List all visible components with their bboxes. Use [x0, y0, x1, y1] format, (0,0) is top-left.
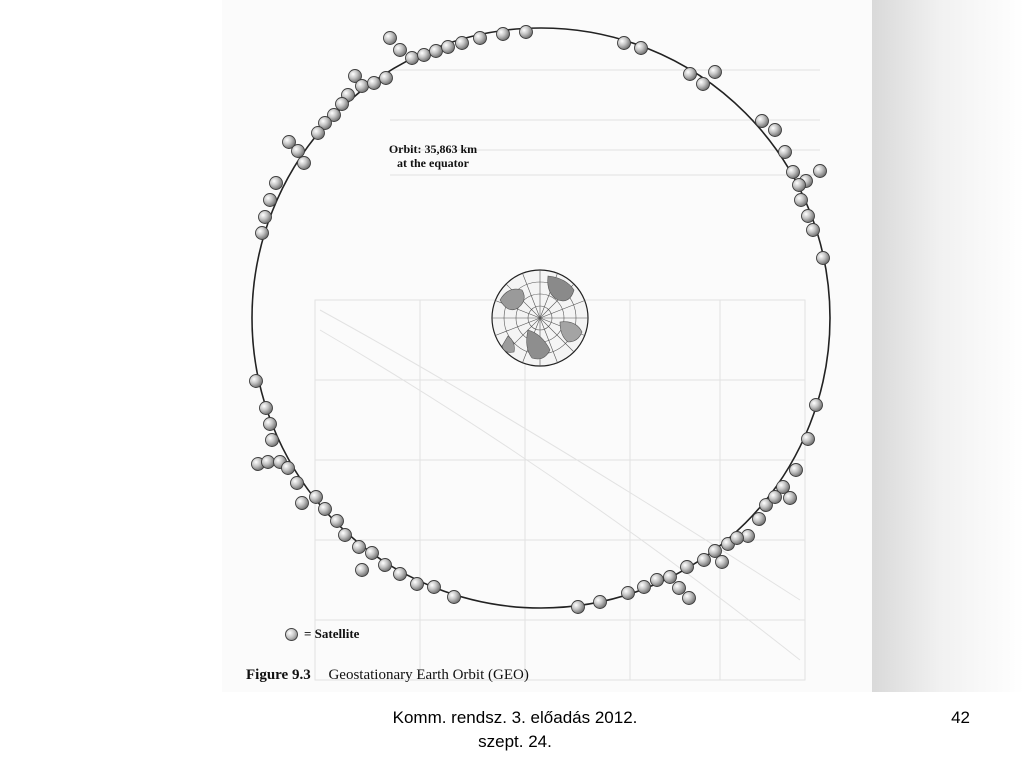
- satellite-ball-icon: [622, 587, 635, 600]
- figure-title: Geostationary Earth Orbit (GEO): [328, 667, 529, 683]
- satellite-ball-icon: [638, 581, 651, 594]
- satellite-ball-icon: [779, 146, 792, 159]
- orbit-label: [378, 142, 488, 170]
- satellite-ball-icon: [264, 418, 277, 431]
- slide-footer: [340, 706, 690, 754]
- satellite-ball-icon: [448, 591, 461, 604]
- satellite-ball-icon: [474, 32, 487, 45]
- satellite-ball-icon: [753, 513, 766, 526]
- satellite-ball-icon: [331, 515, 344, 528]
- satellite-ball-icon: [266, 434, 279, 447]
- legend-label: = Satellite: [304, 626, 360, 641]
- satellite-ball-icon: [520, 26, 533, 39]
- satellite-ball-icon: [380, 72, 393, 85]
- satellite-ball-icon: [684, 68, 697, 81]
- satellite-ball-icon: [270, 177, 283, 190]
- satellite-ball-icon: [411, 578, 424, 591]
- satellite-ball-icon: [698, 554, 711, 567]
- satellite-ball-icon: [618, 37, 631, 50]
- satellite-ball-icon: [572, 601, 585, 614]
- satellite-ball-icon: [430, 45, 443, 58]
- satellite-ball-icon: [497, 28, 510, 41]
- satellite-ball-icon: [339, 529, 352, 542]
- north-pole-globe-icon: [492, 270, 588, 366]
- satellite-ball-icon: [810, 399, 823, 412]
- figure-number: Figure 9.3: [246, 667, 311, 683]
- satellite-ball-icon: [394, 568, 407, 581]
- satellite-ball-icon: [292, 145, 305, 158]
- satellite-ball-icon: [795, 194, 808, 207]
- satellite-ball-icon: [353, 541, 366, 554]
- satellite-ball-icon: [716, 556, 729, 569]
- satellite-ball-icon: [312, 127, 325, 140]
- footer-line2: szept. 24.: [478, 732, 552, 751]
- satellite-ball-icon: [651, 574, 664, 587]
- satellite-ball-icon: [379, 559, 392, 572]
- satellite-ball-icon: [683, 592, 696, 605]
- satellite-ball-icon: [456, 37, 469, 50]
- satellite-ball-icon: [406, 52, 419, 65]
- satellite-ball-icon: [697, 78, 710, 91]
- satellite-ball-icon: [635, 42, 648, 55]
- satellite-ball-icon: [260, 402, 273, 415]
- satellite-ball-icon: [384, 32, 397, 45]
- satellite-ball-icon: [802, 210, 815, 223]
- satellite-ball-icon: [262, 456, 275, 469]
- satellite-ball-icon: [769, 124, 782, 137]
- satellite-ball-icon: [594, 596, 607, 609]
- footer-line1: Komm. rendsz. 3. előadás 2012.: [392, 708, 638, 727]
- legend: [285, 625, 359, 643]
- satellite-ball-icon: [319, 503, 332, 516]
- satellite-ball-icon: [394, 44, 407, 57]
- satellite-ball-icon: [256, 227, 269, 240]
- satellite-ball-icon: [336, 98, 349, 111]
- satellite-ball-icon: [731, 532, 744, 545]
- satellite-ball-icon: [264, 194, 277, 207]
- satellite-ball-icon: [756, 115, 769, 128]
- satellite-ball-icon: [291, 477, 304, 490]
- orbit-label-line2: at the equator: [397, 156, 469, 170]
- satellite-ball-icon: [310, 491, 323, 504]
- satellite-ball-icon: [250, 375, 263, 388]
- satellite-ball-icon: [296, 497, 309, 510]
- page-number: 42: [951, 708, 970, 727]
- satellite-ball-icon: [790, 464, 803, 477]
- satellite-ball-icon: [368, 77, 381, 90]
- satellite-ball-icon: [285, 628, 298, 641]
- satellite-ball-icon: [356, 564, 369, 577]
- satellite-ball-icon: [428, 581, 441, 594]
- satellite-ball-icon: [356, 80, 369, 93]
- satellite-ball-icon: [814, 165, 827, 178]
- satellite-ball-icon: [664, 571, 677, 584]
- satellite-ball-icon: [777, 481, 790, 494]
- satellite-ball-icon: [793, 179, 806, 192]
- satellite-ball-icon: [807, 224, 820, 237]
- satellite-ball-icon: [282, 462, 295, 475]
- satellite-ball-icon: [259, 211, 272, 224]
- satellite-ball-icon: [787, 166, 800, 179]
- satellite-ball-icon: [366, 547, 379, 560]
- satellite-ball-icon: [298, 157, 311, 170]
- satellite-ball-icon: [418, 49, 431, 62]
- satellite-ball-icon: [802, 433, 815, 446]
- satellite-ball-icon: [681, 561, 694, 574]
- satellite-ball-icon: [673, 582, 686, 595]
- satellite-ball-icon: [442, 41, 455, 54]
- figure-caption: [246, 667, 529, 684]
- satellite-ball-icon: [817, 252, 830, 265]
- satellite-ball-icon: [709, 66, 722, 79]
- orbit-label-line1: Orbit: 35,863 km: [388, 142, 478, 156]
